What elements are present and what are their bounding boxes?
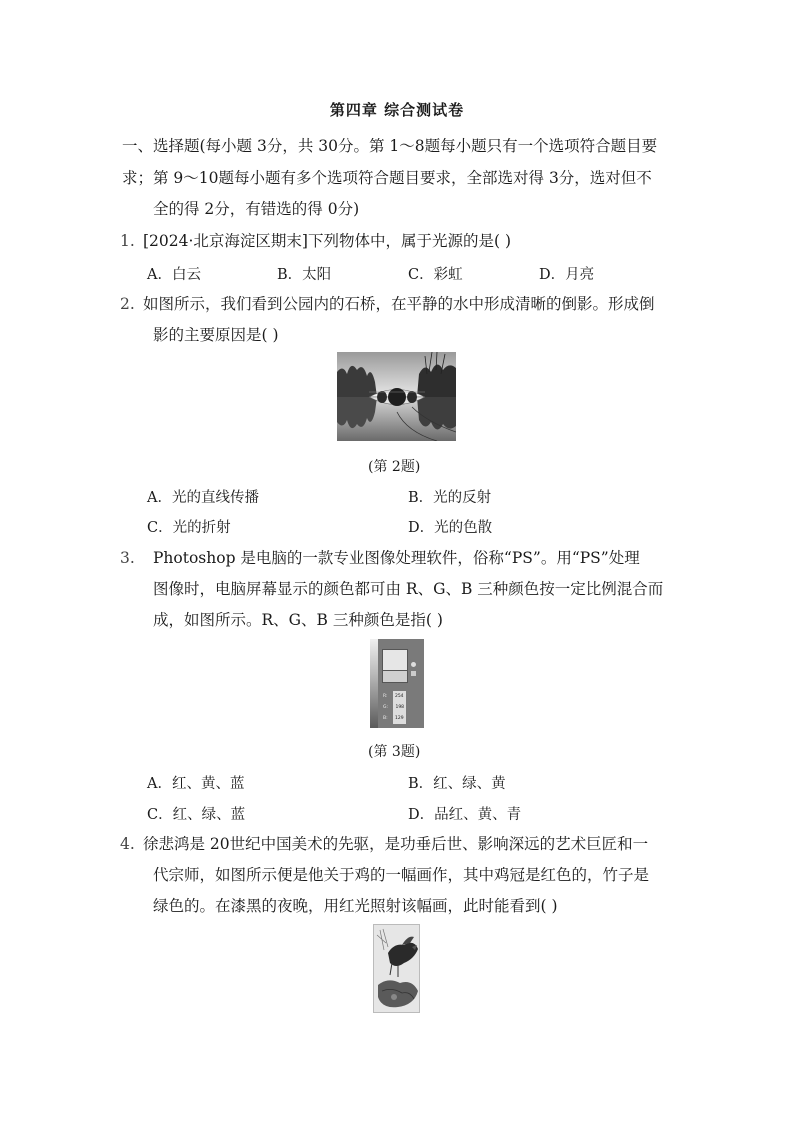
question-2-option-a: A．光的直线传播 — [147, 490, 259, 506]
question-3-option-d: D．品红、黄、青 — [408, 807, 522, 823]
question-4-stem-line-2: 代宗师，如图所示便是他关于鸡的一幅画作，其中鸡冠是红色的，竹子是 — [153, 866, 650, 884]
rgb-value-g: 198 — [393, 702, 406, 713]
question-1-stem: [2024·北京海淀区期末]下列物体中，属于光源的是( ) — [143, 232, 511, 250]
question-1-option-d: D．月亮 — [539, 267, 595, 283]
figure-2-caption: (第 2题) — [368, 459, 421, 475]
question-3-stem-line-2: 图像时，电脑屏幕显示的颜色都可由 R、G、B 三种颜色按一定比例混合而 — [153, 580, 664, 598]
question-2-stem-line-1: 如图所示，我们看到公园内的石桥，在平静的水中形成清晰的倒影。形成倒 — [143, 295, 655, 313]
color-swatch-top — [382, 649, 408, 671]
question-3-stem-line-1: Photoshop 是电脑的一款专业图像处理软件，俗称“PS”。用“PS”处理 — [153, 549, 640, 567]
rgb-label-b: B: — [383, 716, 388, 721]
rgb-value-b: 129 — [393, 713, 406, 724]
question-4-stem-line-1: 徐悲鸿是 20世纪中国美术的先驱，是功垂后世、影响深远的艺术巨匠和一 — [143, 835, 649, 853]
question-3-stem-line-3: 成，如图所示。R、G、B 三种颜色是指( ) — [153, 611, 443, 629]
color-picker-figure — [370, 639, 424, 728]
rgb-label-r: R: — [383, 694, 388, 699]
question-3-option-b: B．红、绿、黄 — [408, 776, 506, 792]
section-instructions-line-3: 全的得 2分，有错选的得 0分) — [153, 200, 360, 218]
question-2-option-c: C．光的折射 — [147, 520, 231, 536]
stone-bridge-photo — [337, 352, 456, 441]
rgb-value-r: 254 — [393, 691, 406, 702]
rooster-painting — [373, 924, 420, 1013]
question-3-option-c: C．红、绿、蓝 — [147, 807, 246, 823]
question-2-option-b: B．光的反射 — [408, 490, 492, 506]
question-1-option-a: A．白云 — [147, 267, 201, 283]
color-swatch-bottom — [382, 670, 408, 683]
section-instructions-line-2: 求；第 9～10题每小题有多个选项符合题目要求，全部选对得 3分，选对但不 — [122, 169, 652, 187]
question-2-number: 2. — [120, 295, 135, 313]
question-4-stem-line-3: 绿色的。在漆黑的夜晚，用红光照射该幅画，此时能看到( ) — [153, 897, 558, 915]
section-instructions-line-1: 一、选择题(每小题 3分，共 30分。第 1～8题每小题只有一个选项符合题目要 — [122, 137, 658, 155]
question-1-option-c: C．彩虹 — [408, 267, 463, 283]
question-3-number: 3. — [120, 549, 135, 567]
page-title: 第四章 综合测试卷 — [329, 101, 465, 119]
question-2-option-d: D．光的色散 — [408, 520, 493, 536]
question-2-stem-line-2: 影的主要原因是( ) — [153, 326, 279, 344]
rgb-label-g: G: — [383, 705, 389, 710]
question-4-number: 4. — [120, 835, 135, 853]
question-1-option-b: B．太阳 — [277, 267, 332, 283]
figure-3-caption: (第 3题) — [368, 744, 421, 760]
question-3-option-a: A．红、黄、蓝 — [147, 776, 245, 792]
question-1-number: 1. — [120, 232, 135, 250]
